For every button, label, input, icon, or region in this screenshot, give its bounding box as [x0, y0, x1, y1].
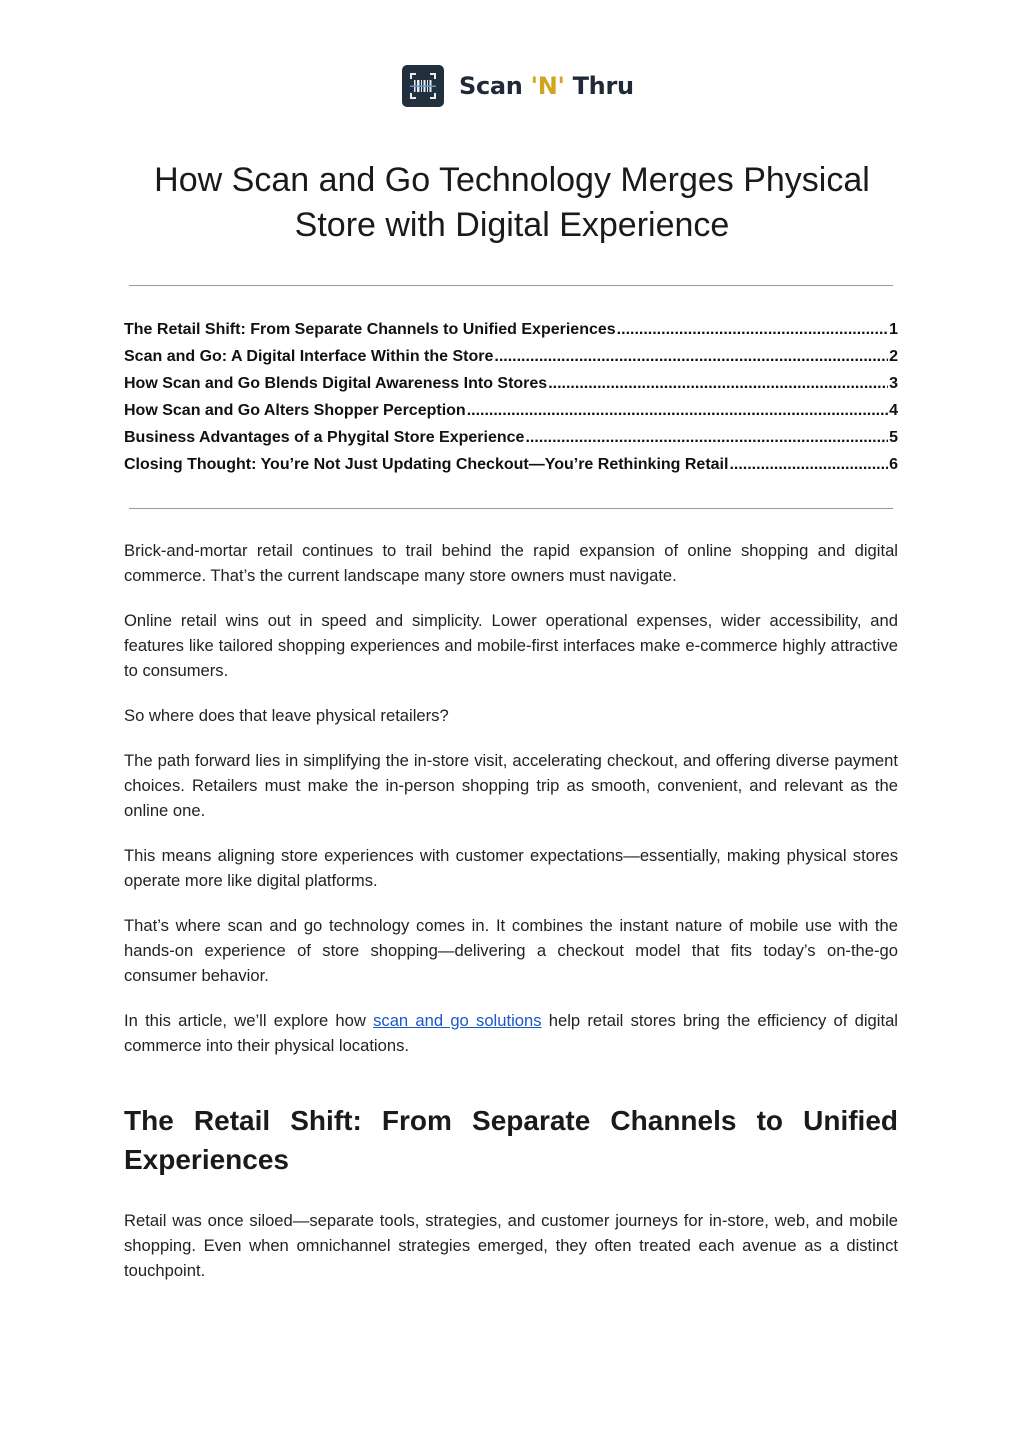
toc-item-label: Closing Thought: You’re Not Just Updating Checkout—You’re Rethinking Retail — [124, 456, 729, 473]
table-of-contents — [124, 316, 898, 478]
intro-paragraph-7-end: help retail stores bring the efficiency of digital commerce into their physical locations. — [124, 1011, 898, 1055]
brand-name — [459, 72, 634, 100]
toc-item[interactable] — [124, 343, 898, 370]
intro-paragraph-6: That’s where scan and go technology comes in. It combines the instant nature of mobile use with the hands-on experience of store shopping—delivering a checkout model that fits today’s on-the-go consumer behavior. — [124, 916, 898, 985]
intro-paragraph-3: So where does that leave physical retailers? — [124, 706, 449, 725]
barcode-scan-icon — [402, 65, 444, 107]
section-paragraph-1: Retail was once siloed—separate tools, strategies, and customer journeys for in-store, web, and mobile shopping. Even when omnichannel strategies emerged, they often treated each avenue as a distinct touchpoint. — [124, 1211, 898, 1280]
brand-logo — [402, 65, 634, 107]
intro-paragraph-4: The path forward lies in simplifying the in-store visit, accelerating checkout, and offering diverse payment choices. Retailers must make the in-person shopping trip as smooth, convenient, and relevant as the online one. — [124, 751, 898, 820]
brand-name-part2: Thru — [564, 72, 634, 100]
scan-and-go-solutions-link[interactable]: scan and go solutions — [373, 1011, 542, 1030]
toc-item[interactable] — [124, 370, 898, 397]
toc-item[interactable] — [124, 316, 898, 343]
toc-item-page: 5 — [889, 429, 898, 446]
intro-paragraph-2: Online retail wins out in speed and simplicity. Lower operational expenses, wider accessibility, and features like tailored shopping experiences and mobile-first interfaces make e-commerce highly attractive to consumers. — [124, 611, 898, 680]
brand-name-accent: 'N' — [530, 72, 565, 100]
toc-leader-dots — [729, 451, 888, 478]
document-title: How Scan and Go Technology Merges Physical Store with Digital Experience — [154, 161, 870, 244]
intro-paragraph-7-start: In this article, we’ll explore how — [124, 1011, 374, 1030]
toc-item-page: 1 — [889, 321, 898, 338]
toc-leader-dots — [525, 424, 888, 451]
toc-item[interactable] — [124, 424, 898, 451]
article-body — [124, 538, 898, 1303]
section-heading: The Retail Shift: From Separate Channels to Unified Experiences — [124, 1105, 898, 1175]
divider-bottom — [129, 508, 893, 509]
intro-paragraph-7 — [124, 1008, 898, 1058]
intro-paragraph-1: Brick-and-mortar retail continues to trail behind the rapid expansion of online shopping and digital commerce. That’s the current landscape many store owners must navigate. — [124, 541, 898, 585]
toc-leader-dots — [548, 370, 888, 397]
intro-paragraph-5: This means aligning store experiences with customer expectations—essentially, making physical stores operate more like digital platforms. — [124, 846, 898, 890]
divider-top — [129, 285, 893, 286]
toc-leader-dots — [494, 343, 888, 370]
toc-leader-dots — [617, 316, 888, 343]
toc-item[interactable] — [124, 397, 898, 424]
toc-item-label: How Scan and Go Blends Digital Awareness Into Stores — [124, 375, 548, 392]
toc-item-page: 2 — [889, 348, 898, 365]
toc-item[interactable] — [124, 451, 898, 478]
toc-item-page: 3 — [889, 375, 898, 392]
toc-item-page: 6 — [889, 456, 898, 473]
toc-item-label: Business Advantages of a Phygital Store Experience — [124, 429, 525, 446]
brand-name-part1: Scan — [459, 72, 531, 100]
toc-item-label: Scan and Go: A Digital Interface Within the Store — [124, 348, 494, 365]
toc-item-label: The Retail Shift: From Separate Channels to Unified Experiences — [124, 321, 616, 338]
toc-leader-dots — [467, 397, 888, 424]
toc-item-label: How Scan and Go Alters Shopper Perception — [124, 402, 466, 419]
toc-item-page: 4 — [889, 402, 898, 419]
